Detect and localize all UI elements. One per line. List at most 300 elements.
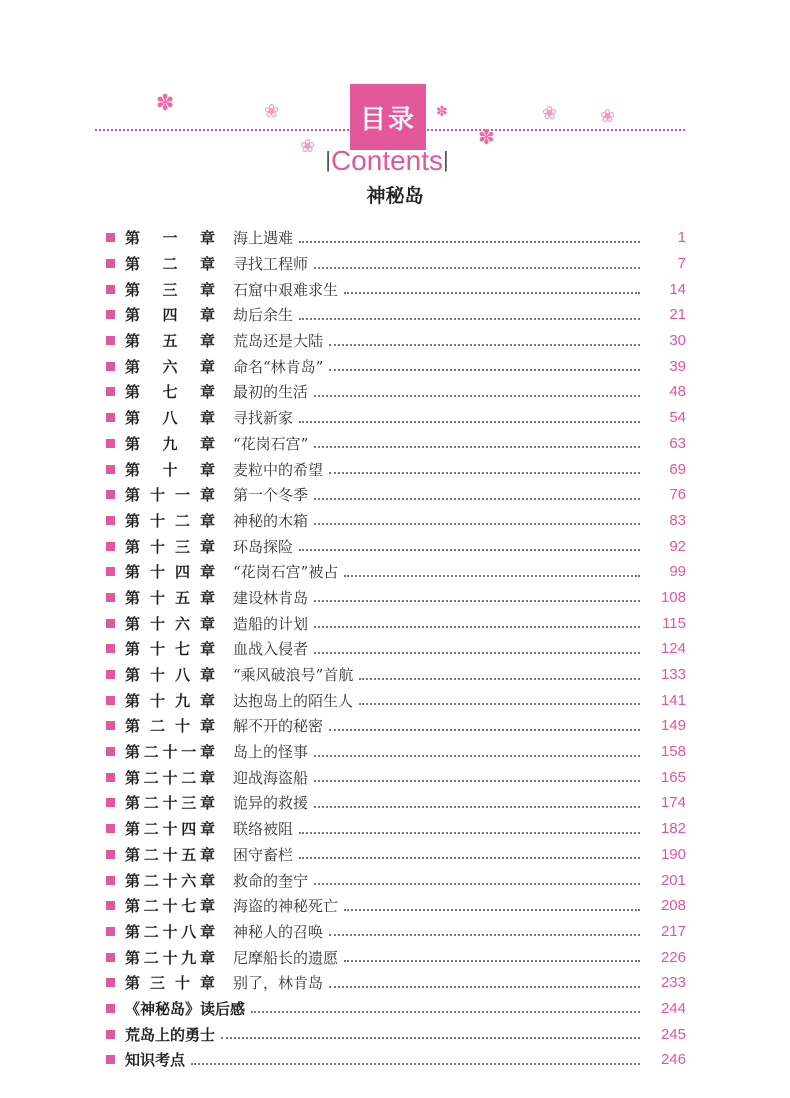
chapter-char: 章 bbox=[199, 280, 215, 299]
chapter-char: 第 bbox=[125, 537, 141, 556]
chapter-char: 十 bbox=[162, 794, 178, 813]
dot-leader bbox=[359, 703, 640, 705]
bullet-square-icon bbox=[106, 696, 115, 705]
page-number: 141 bbox=[660, 691, 686, 709]
chapter-char: 章 bbox=[199, 255, 215, 274]
chapter-char: 八 bbox=[162, 409, 178, 428]
bullet-square-icon bbox=[106, 285, 115, 294]
chapter-char: 十 bbox=[174, 717, 190, 736]
chapter-title: 达抱岛上的陌生人 bbox=[233, 691, 354, 710]
toc-entry[interactable] bbox=[106, 482, 686, 508]
chapter-char: 七 bbox=[174, 640, 190, 659]
chapter-number bbox=[125, 895, 215, 916]
bullet-square-icon bbox=[106, 593, 115, 602]
toc-entry[interactable] bbox=[106, 379, 686, 405]
heading-bar-left: | bbox=[325, 147, 331, 172]
chapter-char: 八 bbox=[181, 922, 197, 941]
bullet-square-icon bbox=[106, 927, 115, 936]
toc-entry[interactable] bbox=[106, 893, 686, 919]
chapter-char: 十 bbox=[162, 922, 178, 941]
chapter-number bbox=[125, 253, 215, 274]
chapter-char: 二 bbox=[143, 794, 159, 813]
dot-leader bbox=[299, 421, 640, 423]
dot-leader bbox=[329, 344, 640, 346]
page-number: 99 bbox=[669, 563, 686, 581]
chapter-char: 二 bbox=[143, 743, 159, 762]
page-number: 48 bbox=[669, 383, 686, 401]
chapter-number bbox=[125, 536, 215, 557]
dot-leader bbox=[314, 755, 640, 757]
chapter-number bbox=[125, 767, 215, 788]
page-number: 149 bbox=[660, 717, 686, 735]
chapter-char: 二 bbox=[143, 922, 159, 941]
chapter-title: 神秘人的召唤 bbox=[233, 922, 324, 941]
chapter-char: 章 bbox=[199, 768, 215, 787]
toc-entry[interactable] bbox=[106, 559, 686, 585]
chapter-char: 第 bbox=[125, 383, 141, 402]
toc-entry[interactable] bbox=[106, 662, 686, 688]
chapter-char: 第 bbox=[125, 563, 141, 582]
bullet-square-icon bbox=[106, 773, 115, 782]
toc-entry[interactable] bbox=[106, 816, 686, 842]
chapter-char: 七 bbox=[162, 383, 178, 402]
chapter-title: 血战入侵者 bbox=[233, 640, 309, 659]
bullet-square-icon bbox=[106, 362, 115, 371]
chapter-char: 三 bbox=[174, 537, 190, 556]
chapter-char: 章 bbox=[199, 332, 215, 351]
chapter-char: 四 bbox=[162, 306, 178, 325]
chapter-char: 第 bbox=[125, 229, 141, 248]
flower-icon: ✽ bbox=[436, 104, 448, 120]
page-number: 63 bbox=[669, 434, 686, 452]
chapter-number bbox=[125, 227, 215, 248]
chapter-title: 命名“林肯岛” bbox=[233, 357, 324, 376]
chapter-char: 十 bbox=[162, 948, 178, 967]
chapter-char: 二 bbox=[143, 768, 159, 787]
chapter-char: 第 bbox=[125, 588, 141, 607]
chapter-number bbox=[125, 304, 215, 325]
chapter-char: 五 bbox=[162, 332, 178, 351]
chapter-char: 十 bbox=[149, 486, 165, 505]
page-number: 39 bbox=[669, 357, 686, 375]
dot-leader bbox=[251, 1011, 640, 1013]
chapter-number bbox=[125, 741, 215, 762]
bullet-square-icon bbox=[106, 490, 115, 499]
toc-entry[interactable] bbox=[106, 790, 686, 816]
chapter-char: 第 bbox=[125, 460, 141, 479]
chapter-number bbox=[125, 356, 215, 377]
chapter-char: 第 bbox=[125, 640, 141, 659]
chapter-title: 解不开的秘密 bbox=[233, 717, 324, 736]
chapter-title: 诡异的救援 bbox=[233, 794, 309, 813]
page-number: 83 bbox=[669, 511, 686, 529]
toc-entry[interactable] bbox=[106, 610, 686, 636]
chapter-char: 一 bbox=[174, 486, 190, 505]
flower-icon: ❀ bbox=[600, 106, 616, 127]
page-number: 208 bbox=[660, 897, 686, 915]
toc-entry[interactable] bbox=[106, 919, 686, 945]
bullet-square-icon bbox=[106, 798, 115, 807]
chapter-title: 救命的奎宁 bbox=[233, 871, 309, 890]
toc-entry[interactable] bbox=[106, 1021, 686, 1047]
chapter-number bbox=[125, 279, 215, 300]
chapter-char: 章 bbox=[199, 974, 215, 993]
chapter-char: 十 bbox=[162, 871, 178, 890]
page-number: 174 bbox=[660, 794, 686, 812]
page-number: 124 bbox=[660, 640, 686, 658]
chapter-char: 十 bbox=[162, 743, 178, 762]
dot-leader bbox=[314, 498, 640, 500]
chapter-title: 联络被阻 bbox=[233, 820, 294, 839]
chapter-title: 寻找工程师 bbox=[233, 255, 309, 274]
page-number: 245 bbox=[660, 1025, 686, 1043]
chapter-char: 十 bbox=[149, 691, 165, 710]
toc-entry[interactable] bbox=[106, 842, 686, 868]
chapter-char: 第 bbox=[125, 974, 141, 993]
chapter-char: 章 bbox=[199, 666, 215, 685]
chapter-number bbox=[125, 407, 215, 428]
chapter-char: 八 bbox=[174, 666, 190, 685]
toc-entry[interactable] bbox=[106, 996, 686, 1022]
toc-entry[interactable] bbox=[106, 225, 686, 251]
bullet-square-icon bbox=[106, 978, 115, 987]
bullet-square-icon bbox=[106, 721, 115, 730]
chapter-char: 章 bbox=[199, 383, 215, 402]
chapter-title: 最初的生活 bbox=[233, 383, 309, 402]
chapter-title: 海上遇难 bbox=[233, 229, 294, 248]
dot-leader bbox=[314, 780, 640, 782]
toc-entry[interactable] bbox=[106, 1047, 686, 1073]
chapter-char: 章 bbox=[199, 306, 215, 325]
bullet-square-icon bbox=[106, 542, 115, 551]
chapter-char: 二 bbox=[162, 255, 178, 274]
page-number: 201 bbox=[660, 871, 686, 889]
toc-entry[interactable] bbox=[106, 353, 686, 379]
chapter-char: 十 bbox=[149, 511, 165, 530]
chapter-title: 劫后余生 bbox=[233, 306, 294, 325]
chapter-title: 神秘的木箱 bbox=[233, 511, 309, 530]
chapter-title: 环岛探险 bbox=[233, 537, 294, 556]
chapter-number bbox=[125, 844, 215, 865]
toc-entry[interactable] bbox=[106, 276, 686, 302]
chapter-char: 二 bbox=[143, 871, 159, 890]
page-number: 21 bbox=[669, 306, 686, 324]
chapter-char: 二 bbox=[174, 511, 190, 530]
chapter-number bbox=[125, 561, 215, 582]
chapter-char: 第 bbox=[125, 691, 141, 710]
bullet-square-icon bbox=[106, 670, 115, 679]
chapter-char: 四 bbox=[181, 820, 197, 839]
chapter-title: 海盗的神秘死亡 bbox=[233, 897, 339, 916]
dot-leader bbox=[299, 318, 640, 320]
toc-entry[interactable] bbox=[106, 739, 686, 765]
chapter-char: 章 bbox=[199, 460, 215, 479]
page-header bbox=[0, 0, 790, 215]
chapter-char: 第 bbox=[125, 922, 141, 941]
chapter-char: 四 bbox=[174, 563, 190, 582]
heading-bar-right: | bbox=[443, 147, 449, 172]
page-number: 76 bbox=[669, 486, 686, 504]
chapter-title: 迎战海盗船 bbox=[233, 768, 309, 787]
bullet-square-icon bbox=[106, 413, 115, 422]
chapter-title: 寻找新家 bbox=[233, 409, 294, 428]
chapter-number bbox=[125, 818, 215, 839]
chapter-number bbox=[125, 972, 215, 993]
bullet-square-icon bbox=[106, 1030, 115, 1039]
bullet-square-icon bbox=[106, 387, 115, 396]
toc-entry[interactable] bbox=[106, 508, 686, 534]
chapter-char: 十 bbox=[162, 820, 178, 839]
chapter-char: 二 bbox=[149, 717, 165, 736]
bullet-square-icon bbox=[106, 1055, 115, 1064]
chapter-char: 第 bbox=[125, 357, 141, 376]
toc-entry[interactable] bbox=[106, 328, 686, 354]
chapter-char: 章 bbox=[199, 229, 215, 248]
bullet-square-icon bbox=[106, 233, 115, 242]
bullet-square-icon bbox=[106, 953, 115, 962]
chapter-char: 第 bbox=[125, 666, 141, 685]
chapter-char: 五 bbox=[174, 588, 190, 607]
chapter-number bbox=[125, 484, 215, 505]
chapter-number bbox=[125, 921, 215, 942]
chapter-char: 章 bbox=[199, 511, 215, 530]
dot-leader bbox=[329, 934, 640, 936]
bullet-square-icon bbox=[106, 310, 115, 319]
chapter-char: 章 bbox=[199, 357, 215, 376]
chapter-char: 章 bbox=[199, 845, 215, 864]
page-number: 69 bbox=[669, 460, 686, 478]
dot-leader bbox=[314, 267, 640, 269]
chapter-char: 第 bbox=[125, 434, 141, 453]
chapter-char: 二 bbox=[143, 820, 159, 839]
toc-entry[interactable] bbox=[106, 456, 686, 482]
flower-icon: ❀ bbox=[300, 136, 316, 157]
toc-entry[interactable] bbox=[106, 405, 686, 431]
chapter-title: 岛上的怪事 bbox=[233, 743, 309, 762]
dot-leader bbox=[221, 1037, 640, 1039]
chapter-char: 二 bbox=[143, 845, 159, 864]
chapter-char: 一 bbox=[162, 229, 178, 248]
chapter-number bbox=[125, 690, 215, 711]
dot-leader bbox=[314, 446, 640, 448]
chapter-char: 九 bbox=[174, 691, 190, 710]
chapter-title: “乘风破浪号”首航 bbox=[233, 666, 354, 685]
chapter-char: 十 bbox=[174, 974, 190, 993]
chapter-char: 五 bbox=[181, 845, 197, 864]
bullet-square-icon bbox=[106, 1004, 115, 1013]
page-number: 190 bbox=[660, 845, 686, 863]
chapter-char: 十 bbox=[149, 537, 165, 556]
toc-entry[interactable] bbox=[106, 585, 686, 611]
chapter-title: 荒岛还是大陆 bbox=[233, 332, 324, 351]
page-number: 108 bbox=[660, 588, 686, 606]
chapter-char: 章 bbox=[199, 434, 215, 453]
chapter-title: 造船的计划 bbox=[233, 614, 309, 633]
dot-leader bbox=[359, 678, 640, 680]
toc-entry[interactable] bbox=[106, 302, 686, 328]
bullet-square-icon bbox=[106, 619, 115, 628]
dot-leader bbox=[344, 292, 640, 294]
page-number: 217 bbox=[660, 922, 686, 940]
contents-heading bbox=[312, 145, 462, 177]
book-title: 神秘岛 bbox=[366, 185, 424, 207]
chapter-char: 第 bbox=[125, 794, 141, 813]
chapter-char: 章 bbox=[199, 794, 215, 813]
chapter-char: 章 bbox=[199, 871, 215, 890]
toc-entry[interactable] bbox=[106, 431, 686, 457]
dot-leader bbox=[329, 729, 640, 731]
bullet-square-icon bbox=[106, 259, 115, 268]
toc-entry[interactable] bbox=[106, 533, 686, 559]
toc-entry[interactable] bbox=[106, 764, 686, 790]
dot-leader bbox=[299, 549, 640, 551]
chapter-char: 十 bbox=[162, 845, 178, 864]
chapter-char: 第 bbox=[125, 871, 141, 890]
chapter-char: 第 bbox=[125, 486, 141, 505]
dot-leader bbox=[344, 960, 640, 962]
page-number: 244 bbox=[660, 999, 686, 1017]
toc-entry[interactable] bbox=[106, 636, 686, 662]
chapter-char: 第 bbox=[125, 511, 141, 530]
chapter-char: 第 bbox=[125, 948, 141, 967]
chapter-char: 三 bbox=[181, 794, 197, 813]
chapter-char: 一 bbox=[181, 743, 197, 762]
page-number: 7 bbox=[677, 255, 686, 273]
toc-entry[interactable] bbox=[106, 867, 686, 893]
page-number: 233 bbox=[660, 974, 686, 992]
chapter-char: 第 bbox=[125, 820, 141, 839]
page-number: 14 bbox=[669, 280, 686, 298]
chapter-title: 知识考点 bbox=[125, 1051, 186, 1070]
bullet-square-icon bbox=[106, 824, 115, 833]
bullet-square-icon bbox=[106, 876, 115, 885]
chapter-title: 《神秘岛》读后感 bbox=[125, 999, 246, 1018]
toc-entry[interactable] bbox=[106, 944, 686, 970]
chapter-title: 麦粒中的希望 bbox=[233, 460, 324, 479]
chapter-char: 第 bbox=[125, 409, 141, 428]
chapter-char: 十 bbox=[149, 640, 165, 659]
chapter-number bbox=[125, 947, 215, 968]
page-number: 133 bbox=[660, 666, 686, 684]
chapter-char: 十 bbox=[149, 588, 165, 607]
bullet-square-icon bbox=[106, 516, 115, 525]
dot-leader bbox=[329, 986, 640, 988]
dot-leader bbox=[314, 600, 640, 602]
table-of-contents bbox=[106, 225, 686, 1073]
chapter-char: 章 bbox=[199, 537, 215, 556]
chapter-title: 石窟中艰难求生 bbox=[233, 280, 339, 299]
chapter-title: 别了，林肯岛 bbox=[233, 974, 324, 993]
chapter-char: 十 bbox=[162, 897, 178, 916]
page-number: 54 bbox=[669, 409, 686, 427]
chapter-number bbox=[125, 613, 215, 634]
toc-entry[interactable] bbox=[106, 713, 686, 739]
chapter-char: 章 bbox=[199, 640, 215, 659]
chapter-char: 第 bbox=[125, 255, 141, 274]
chapter-title: 荒岛上的勇士 bbox=[125, 1025, 216, 1044]
chapter-char: 七 bbox=[181, 897, 197, 916]
chapter-char: 章 bbox=[199, 614, 215, 633]
chapter-char: 章 bbox=[199, 691, 215, 710]
chapter-title: “花岗石宫” bbox=[233, 434, 309, 453]
chapter-char: 章 bbox=[199, 922, 215, 941]
toc-entry[interactable] bbox=[106, 251, 686, 277]
dot-leader bbox=[191, 1063, 640, 1065]
chapter-number bbox=[125, 870, 215, 891]
chapter-char: 十 bbox=[149, 563, 165, 582]
chapter-char: 十 bbox=[149, 614, 165, 633]
toc-entry[interactable] bbox=[106, 970, 686, 996]
chapter-char: 六 bbox=[181, 871, 197, 890]
chapter-char: 章 bbox=[199, 897, 215, 916]
chapter-number bbox=[125, 792, 215, 813]
page-title: 目录 bbox=[350, 84, 426, 150]
chapter-number bbox=[125, 715, 215, 736]
chapter-char: 第 bbox=[125, 897, 141, 916]
chapter-char: 章 bbox=[199, 486, 215, 505]
chapter-char: 二 bbox=[181, 768, 197, 787]
contents-label: Contents bbox=[330, 145, 444, 176]
chapter-number bbox=[125, 381, 215, 402]
chapter-char: 二 bbox=[143, 948, 159, 967]
chapter-char: 十 bbox=[162, 768, 178, 787]
chapter-char: 六 bbox=[174, 614, 190, 633]
chapter-char: 三 bbox=[149, 974, 165, 993]
chapter-char: 第 bbox=[125, 743, 141, 762]
chapter-char: 章 bbox=[199, 948, 215, 967]
chapter-char: 第 bbox=[125, 280, 141, 299]
dot-leader bbox=[329, 369, 640, 371]
chapter-char: 六 bbox=[162, 357, 178, 376]
chapter-number bbox=[125, 459, 215, 480]
flower-icon: ❀ bbox=[264, 101, 280, 122]
dot-leader bbox=[344, 909, 640, 911]
chapter-number bbox=[125, 638, 215, 659]
chapter-title: “花岗石宫”被占 bbox=[233, 563, 339, 582]
chapter-title: 建设林肯岛 bbox=[233, 588, 309, 607]
dot-leader bbox=[314, 523, 640, 525]
chapter-char: 章 bbox=[199, 717, 215, 736]
chapter-char: 第 bbox=[125, 717, 141, 736]
chapter-number bbox=[125, 664, 215, 685]
page-number: 115 bbox=[662, 614, 686, 632]
page-number: 226 bbox=[660, 948, 686, 966]
chapter-char: 第 bbox=[125, 332, 141, 351]
bullet-square-icon bbox=[106, 644, 115, 653]
chapter-title: 第一个冬季 bbox=[233, 486, 309, 505]
chapter-number bbox=[125, 433, 215, 454]
dot-leader bbox=[344, 575, 640, 577]
dot-leader bbox=[329, 472, 640, 474]
bullet-square-icon bbox=[106, 336, 115, 345]
chapter-char: 第 bbox=[125, 845, 141, 864]
chapter-title: 困守畜栏 bbox=[233, 845, 294, 864]
dot-leader bbox=[299, 857, 640, 859]
page-number: 158 bbox=[660, 743, 686, 761]
page-number: 92 bbox=[669, 537, 686, 555]
page-number: 246 bbox=[660, 1051, 686, 1069]
bullet-square-icon bbox=[106, 465, 115, 474]
dot-leader bbox=[314, 626, 640, 628]
chapter-char: 十 bbox=[149, 666, 165, 685]
chapter-char: 二 bbox=[143, 897, 159, 916]
chapter-char: 第 bbox=[125, 306, 141, 325]
page-number: 165 bbox=[660, 768, 686, 786]
chapter-char: 章 bbox=[199, 743, 215, 762]
toc-entry[interactable] bbox=[106, 687, 686, 713]
chapter-char: 九 bbox=[162, 434, 178, 453]
dot-leader bbox=[314, 883, 640, 885]
